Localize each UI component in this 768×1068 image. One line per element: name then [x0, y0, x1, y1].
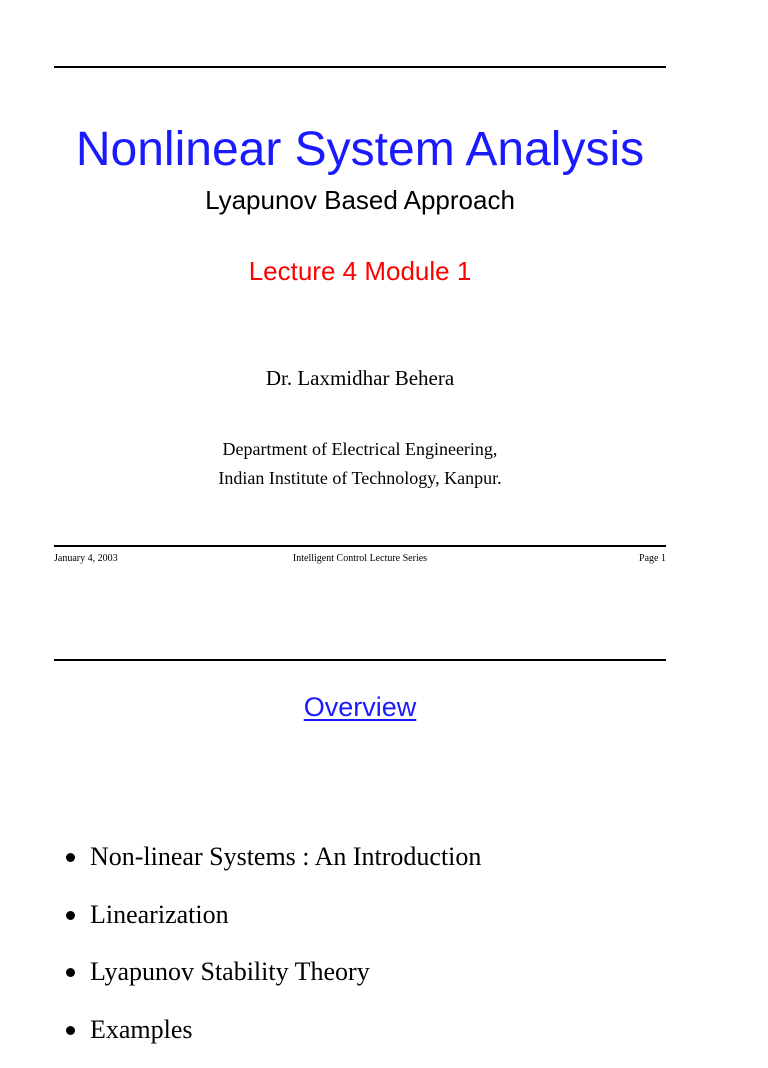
footer-page-number: Page 1: [639, 553, 666, 565]
institute-name: Indian Institute of Technology, Kanpur.: [54, 466, 666, 490]
list-item: [66, 953, 481, 1011]
bullet-text: Linearization: [90, 900, 229, 929]
lecture-label: Lecture 4 Module 1: [54, 254, 666, 288]
author-name: Dr. Laxmidhar Behera: [54, 364, 666, 392]
slide2-top-rule: [54, 659, 666, 661]
bullet-icon: [66, 968, 75, 977]
list-item: [66, 838, 481, 896]
bullet-text: Non-linear Systems : An Introduction: [90, 842, 481, 871]
department-name: Department of Electrical Engineering,: [54, 437, 666, 461]
footer-rule: [54, 545, 666, 547]
bullet-text: Lyapunov Stability Theory: [90, 957, 370, 986]
footer-date: January 4, 2003: [54, 553, 118, 565]
slide-subtitle: Lyapunov Based Approach: [54, 183, 666, 217]
top-rule: [54, 66, 666, 68]
bullet-text: Examples: [90, 1015, 193, 1044]
bullet-icon: [66, 911, 75, 920]
list-item: [66, 1011, 481, 1068]
slide-title: Nonlinear System Analysis: [54, 120, 666, 180]
bullet-icon: [66, 1026, 75, 1035]
overview-bullet-list: [66, 838, 481, 1068]
overview-link[interactable]: Overview: [54, 689, 666, 725]
list-item: [66, 896, 481, 954]
bullet-icon: [66, 853, 75, 862]
footer-series: Intelligent Control Lecture Series: [54, 553, 666, 565]
